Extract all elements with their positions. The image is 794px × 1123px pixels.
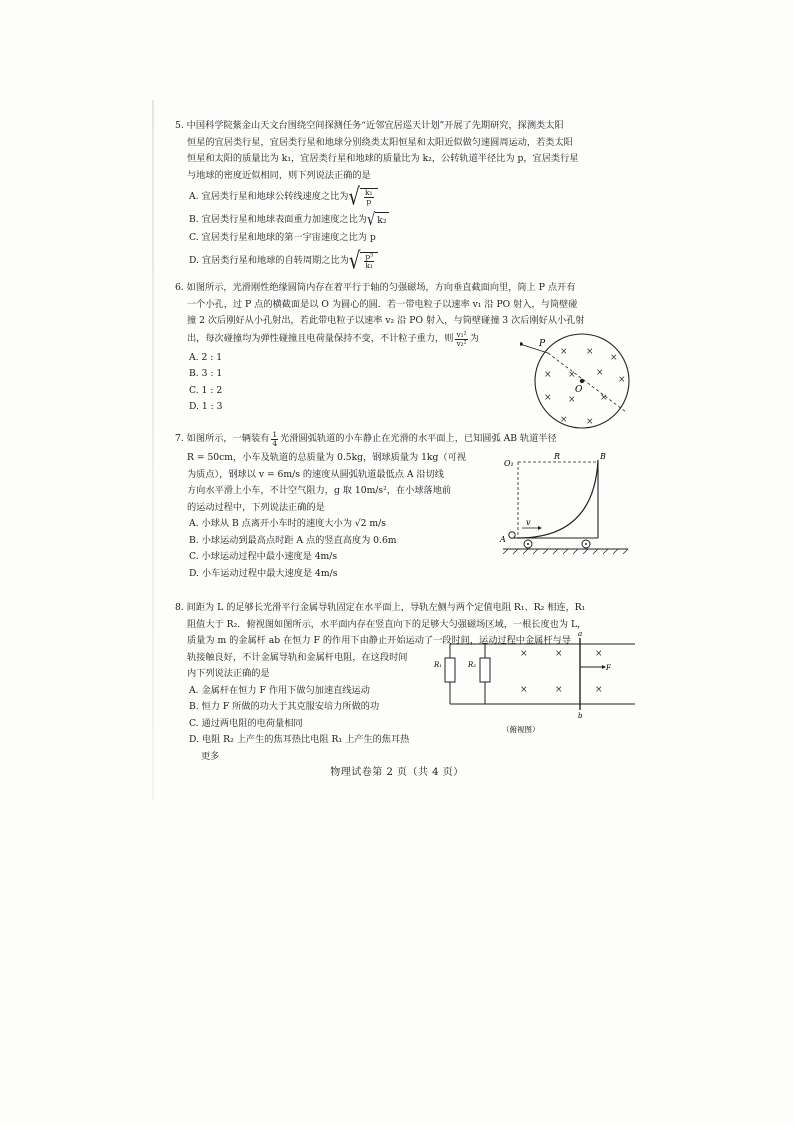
caption-top-view: （俯视图） [502, 725, 540, 734]
label-b: b [578, 712, 583, 720]
q5-stem-line: 恒星的宜居类行星，宜居类行星和地球分别绕类太阳恒星和太阳近似做匀速圆周运动，若类太阳 [187, 136, 573, 148]
svg-text:×: × [544, 370, 552, 380]
page-footer: 物理试卷第 2 页（共 4 页） [330, 767, 464, 778]
svg-text:×: × [596, 368, 604, 378]
svg-text:×: × [555, 649, 563, 659]
q5-option-b: B. 宜居类行星和地球表面重力加速度之比为 √ k₂ [189, 210, 387, 231]
q8-stem-line: 8. 间距为 L 的足够长光滑平行金属导轨固定在水平面上，导轨左侧与两个定值电阻 R₁、R₂ 相连，R₁ [175, 602, 586, 613]
question-5 [175, 118, 635, 277]
svg-text:×: × [568, 370, 576, 380]
scan-edge [152, 100, 154, 800]
svg-text:×: × [555, 685, 563, 695]
q5-option-a: A. 宜居类行星和地球公转线速度之比为 √ $\frac{\text{k₁}}{p}$ [175, 184, 635, 211]
q6-option-d: D. 1 : 3 [189, 401, 223, 412]
svg-text:×: × [600, 393, 608, 403]
q7-option-b: B. 小球运动到最高点时距 A 点的竖直高度为 0.6m [189, 534, 397, 546]
sqrt-symbol: √ $\frac{\text{p³}}{\text{k₁}}$ [349, 252, 378, 271]
q8-option-d: D. 电阻 R₂ 上产生的焦耳热比电阻 R₁ 上产生的焦耳热 [189, 734, 410, 745]
q8-stem-line: 阻值大于 R₂．俯视图如图所示，水平面内存在竖直向下的足够大匀强磁场区域，一根长度也为 L， [187, 618, 587, 630]
q8-stem-line: 内下列说法正确的是 [187, 668, 270, 679]
q8-option-d-continued: 更多 [201, 750, 220, 762]
svg-text:×: × [618, 375, 626, 385]
q8-figure-rails [430, 630, 635, 740]
label-a: a [578, 630, 583, 638]
label-r: R [554, 452, 561, 461]
q8-option-c: C. 通过两电阻的电荷量相同 [189, 717, 303, 729]
q7-option-d: D. 小车运动过程中最大速度是 4m/s [189, 567, 338, 579]
label-f: F [606, 664, 611, 672]
field-crosses [544, 347, 626, 427]
svg-text:×: × [560, 347, 568, 357]
svg-text:×: × [595, 685, 603, 695]
q5-stem-line: 与地球的密度近似相同，则下列说法正确的是 [187, 169, 371, 181]
q5-option-c: C. 宜居类行星和地球的第一宇宙速度之比为 p [189, 232, 376, 243]
svg-text:×: × [610, 353, 618, 363]
q5-stem-line: 恒星和太阳的质量比为 k₁，宜居类行星和地球的质量比为 k₂，公转轨道半径比为 p，宜居类行星 [187, 153, 579, 164]
sqrt-symbol: √ $\frac{\text{k₁}}{p}$ [348, 188, 377, 207]
q7-stem-first-line: 7. 如图所示，一辆装有 $\frac{1}{4}$ 光滑圆弧轨道的小车静止在光滑的水平面上，已知圆弧 AB 轨道半径 [175, 429, 557, 448]
sqrt-symbol: √ k₂ [366, 210, 387, 231]
ratio-fraction: $\frac{\text{v₁²}}{\text{v₂²}}$ [456, 330, 467, 348]
svg-text:×: × [520, 649, 528, 659]
label-p: P [539, 339, 546, 349]
q6-figure-magnetic-cylinder [520, 330, 645, 432]
label-r1: R₁ [434, 661, 443, 669]
q7-stem-line: R = 50cm，小车及轨道的总质量为 0.5kg，钢球质量为 1kg（可视 [187, 452, 466, 463]
label-a: A [500, 535, 506, 544]
q5-option-d: D. 宜居类行星和地球的自转周期之比为 √ $\frac{\text{p³}}{\text{k₁}}$ [175, 247, 635, 277]
q7-option-c: C. 小球运动过程中最小速度是 4m/s [189, 551, 338, 562]
label-o: O [575, 385, 583, 395]
q7-option-a: A. 小球从 B 点离开小车时的速度大小为 √2 m/s [189, 518, 386, 529]
q6-option-b: B. 3 : 1 [189, 368, 223, 379]
q7-stem-line: 的运动过程中，下列说法正确的是 [187, 501, 325, 513]
svg-text:×: × [568, 395, 576, 405]
field-crosses [520, 649, 603, 695]
label-r2: R₂ [468, 661, 477, 669]
label-o1: O₁ [504, 459, 514, 468]
label-b: B [600, 452, 606, 461]
q6-stem-line: 一个小孔，过 P 点的横截面是以 O 为圆心的圆．若一带电粒子以速率 v₁ 沿 PO 射入，与筒壁碰 [187, 298, 578, 310]
q6-option-a: A. 2 : 1 [189, 351, 223, 363]
q6-stem-last-line: 出，每次碰撞均为弹性碰撞且电荷量保持不变，不计粒子重力，则 $\frac{\text{v₁²}}{\text{v₂²}}$ 为 [187, 330, 479, 348]
quarter-fraction: $\frac{1}{4}$ [272, 429, 278, 448]
svg-text:×: × [520, 685, 528, 695]
q7-figure-arc-cart [498, 450, 638, 560]
q6-stem-line: 6. 如图所示，光滑刚性绝缘圆筒内存在着平行于轴的匀强磁场，方向垂直截面向里，筒上 P 点开有 [175, 282, 576, 293]
svg-text:×: × [586, 347, 594, 357]
q5-stem-line: 5. 中国科学院紫金山天文台围绕空间探测任务“近邻宜居巡天计划”开展了先期研究，探测类太阳 [175, 120, 564, 131]
q8-stem-line: 质量为 m 的金属杆 ab 在恒力 F 的作用下由静止开始运动了一段时间，运动过程中金属杆与导 [187, 635, 571, 646]
svg-text:×: × [544, 393, 552, 403]
q7-stem-line: 方向水平滑上小车，不计空气阻力，g 取 10m/s²，在小球落地前 [187, 485, 452, 496]
q8-option-b: B. 恒力 F 所做的功大于其克服安培力所做的功 [189, 701, 380, 712]
label-v: v [526, 518, 531, 527]
q6-stem-line: 撞 2 次后刚好从小孔射出，若此带电粒子以速率 v₂ 沿 PO 射入，与筒壁碰撞 3 次后刚好从小孔射 [187, 315, 585, 326]
q8-stem-line: 轨接触良好，不计金属导轨和金属杆电阻，在这段时间 [187, 651, 408, 663]
q6-option-c: C. 1 : 2 [189, 384, 223, 396]
svg-text:×: × [586, 417, 594, 427]
svg-text:×: × [595, 649, 603, 659]
svg-text:×: × [560, 415, 568, 425]
q8-option-a: A. 金属杆在恒力 F 作用下做匀加速直线运动 [189, 684, 370, 696]
q7-stem-line: 为质点），钢球以 v = 6m/s 的速度从圆弧轨道最低点 A 沿切线 [187, 468, 444, 480]
